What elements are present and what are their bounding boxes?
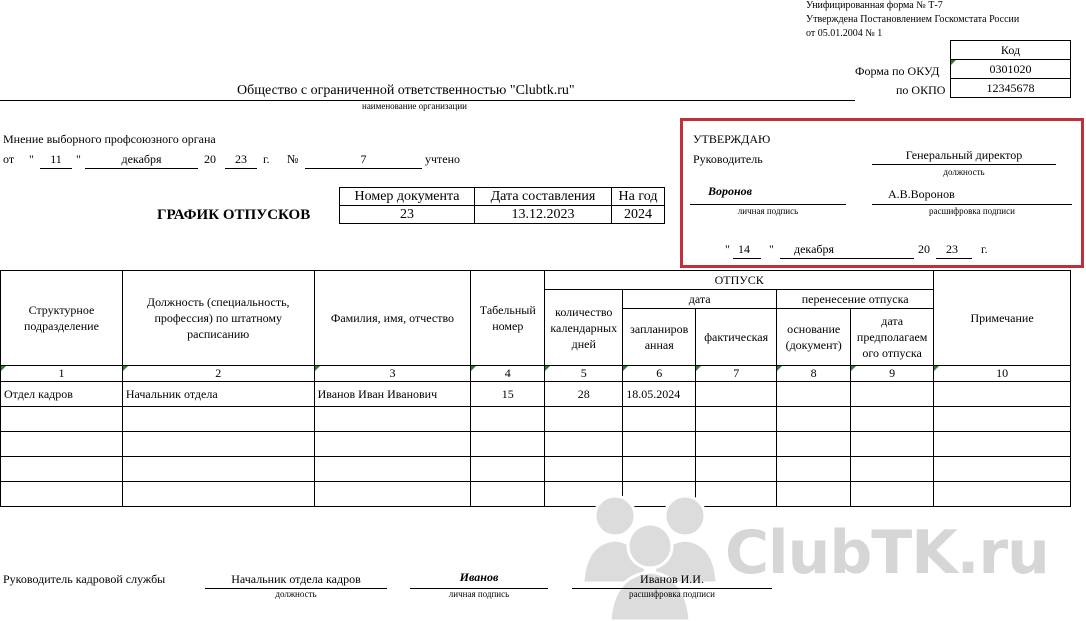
footer-name-caption: расшифровка подписи [629,589,715,599]
cell-fio: Иванов Иван Иванович [314,382,471,407]
doc-date-value: 13.12.2023 [475,206,612,224]
approval-year-g: г. [981,242,988,256]
code-header: Код [951,41,1071,60]
approval-name: А.В.Воронов [888,187,955,201]
union-year-suffix: 23 [235,152,247,166]
union-from: от [3,152,15,166]
col-number: 5 [545,366,623,382]
table-row [1,382,1071,407]
cell-actual [696,457,777,482]
cell-tab [471,457,545,482]
approval-head-label: Руководитель [693,152,763,166]
cell-actual [696,407,777,432]
cell-tab [471,432,545,457]
cell-note [934,407,1071,432]
approval-position-caption: должность [943,167,985,177]
group-vacation-header: ОТПУСК [545,271,934,290]
footer-signature: Иванов [459,570,499,584]
col-number: 7 [696,366,777,382]
cell-position [122,407,314,432]
col-number: 1 [1,366,123,382]
doc-date-header: Дата составления [475,188,612,206]
doc-number-header: Номер документа [340,188,475,206]
col-number: 10 [934,366,1071,382]
codes-table [950,40,1071,98]
cell-tab [471,482,545,507]
col-days-header: количество календарных дней [545,290,623,366]
doc-number-value: 23 [340,206,475,224]
cell-basis [777,457,851,482]
footer-name: Иванов И.И. [640,572,704,586]
approval-year-suffix: 23 [946,242,958,256]
cell-basis [777,382,851,407]
cell-fio [314,432,471,457]
approval-signature: Воронов [708,184,753,198]
cell-days: 28 [545,382,623,407]
cell-struct [1,407,123,432]
cell-actual [696,382,777,407]
cell-fio [314,407,471,432]
cell-position: Начальник отдела [122,382,314,407]
cell-fio [314,457,471,482]
approval-signature-line [690,204,846,205]
document-title: ГРАФИК ОТПУСКОВ [157,207,311,223]
cell-position [122,432,314,457]
approval-quote-open: " [725,242,730,256]
table-row [1,407,1071,432]
cell-basis [777,432,851,457]
cell-days [545,457,623,482]
union-month: декабря [121,152,162,166]
approval-name-line [872,204,1072,205]
cell-expected [851,432,934,457]
cell-expected [851,407,934,432]
cell-days [545,432,623,457]
approval-month: декабря [794,242,835,256]
okud-label: Форма по ОКУД [855,64,940,78]
cell-days [545,407,623,432]
cell-struct [1,457,123,482]
column-numbers-row [1,366,1071,382]
col-number: 6 [623,366,696,382]
union-opinion-title: Мнение выборного профсоюзного органа [3,132,216,146]
col-number: 9 [851,366,934,382]
cell-fio [314,482,471,507]
okpo-value: 12345678 [951,79,1071,98]
cell-expected [851,482,934,507]
col-planned-header: запланиров анная [623,309,696,366]
col-expected-header: дата предполагаем ого отпуска [851,309,934,366]
form-approval-date: от 05.01.2004 № 1 [806,28,883,39]
group-date-header: дата [623,290,777,309]
form-name: Унифицированная форма № Т-7 [806,0,943,11]
watermark-text: ClubTK.ru [725,518,1049,588]
union-quote-close: " [76,152,81,166]
col-number: 8 [777,366,851,382]
cell-tab [471,407,545,432]
col-note-header: Примечание [934,271,1071,366]
approval-day-line [733,258,761,259]
cell-basis [777,407,851,432]
approval-position-line [872,164,1056,165]
union-year-g: г. [263,152,270,166]
union-number-line [305,168,422,169]
union-quote-open: " [29,152,34,166]
approval-name-caption: расшифровка подписи [929,206,1015,216]
okud-value: 0301020 [951,60,1071,79]
vacation-schedule-table [0,270,1071,507]
union-number: 7 [360,152,367,166]
union-year-prefix: 20 [204,152,216,166]
union-number-sign: № [287,152,299,166]
okpo-label: по ОКПО [896,83,946,97]
cell-note [934,457,1071,482]
union-day-line [40,168,72,169]
cell-planned [623,457,696,482]
approval-position: Генеральный директор [905,148,1023,162]
approval-title: УТВЕРЖДАЮ [693,132,771,146]
union-month-line [85,168,198,169]
footer-signature-caption: личная подпись [448,589,510,599]
approval-day: 14 [738,242,750,256]
union-day: 11 [50,152,62,166]
union-accounted: учтено [425,152,461,166]
group-transfer-header: перенесение отпуска [777,290,934,309]
col-actual-header: фактическая [696,309,777,366]
col-fio-header: Фамилия, имя, отчество [314,271,471,366]
table-row [1,482,1071,507]
cell-position [122,482,314,507]
table-row [1,457,1071,482]
cell-tab: 15 [471,382,545,407]
watermark-people-icon [575,488,725,621]
cell-expected [851,382,934,407]
col-basis-header: основание (документ) [777,309,851,366]
col-number: 2 [122,366,314,382]
col-number: 4 [471,366,545,382]
cell-struct [1,482,123,507]
cell-planned [623,407,696,432]
col-struct-header: Структурное подразделение [1,271,123,366]
doc-year-value: 2024 [612,206,665,224]
cell-planned [623,432,696,457]
col-number: 3 [314,366,471,382]
cell-note [934,482,1071,507]
table-row [1,432,1071,457]
col-tab-header: Табельный номер [471,271,545,366]
approval-month-line [780,258,914,259]
cell-expected [851,457,934,482]
organization-caption: наименование организации [362,101,467,111]
cell-note [934,432,1071,457]
footer-position-caption: должность [275,589,317,599]
doc-year-header: На год [612,188,665,206]
cell-note [934,382,1071,407]
form-approval-line: Утверждена Постановлением Госкомстата России [806,14,1020,25]
approval-year-prefix: 20 [918,242,930,256]
organization-name: Общество с ограниченной ответственностью "Clubtk.ru" [237,83,575,98]
cell-planned: 18.05.2024 [623,382,696,407]
cell-actual [696,432,777,457]
document-meta-table [339,187,665,224]
col-position-header: Должность (специальность, профессия) по штатному расписанию [122,271,314,366]
union-year-line [225,168,257,169]
footer-position: Начальник отдела кадров [231,572,361,586]
cell-struct [1,432,123,457]
approval-quote-close: " [769,242,774,256]
footer-label: Руководитель кадровой службы [3,572,166,586]
cell-position [122,457,314,482]
approval-year-line [936,258,972,259]
cell-basis [777,482,851,507]
cell-struct: Отдел кадров [1,382,123,407]
approval-signature-caption: личная подпись [737,206,799,216]
